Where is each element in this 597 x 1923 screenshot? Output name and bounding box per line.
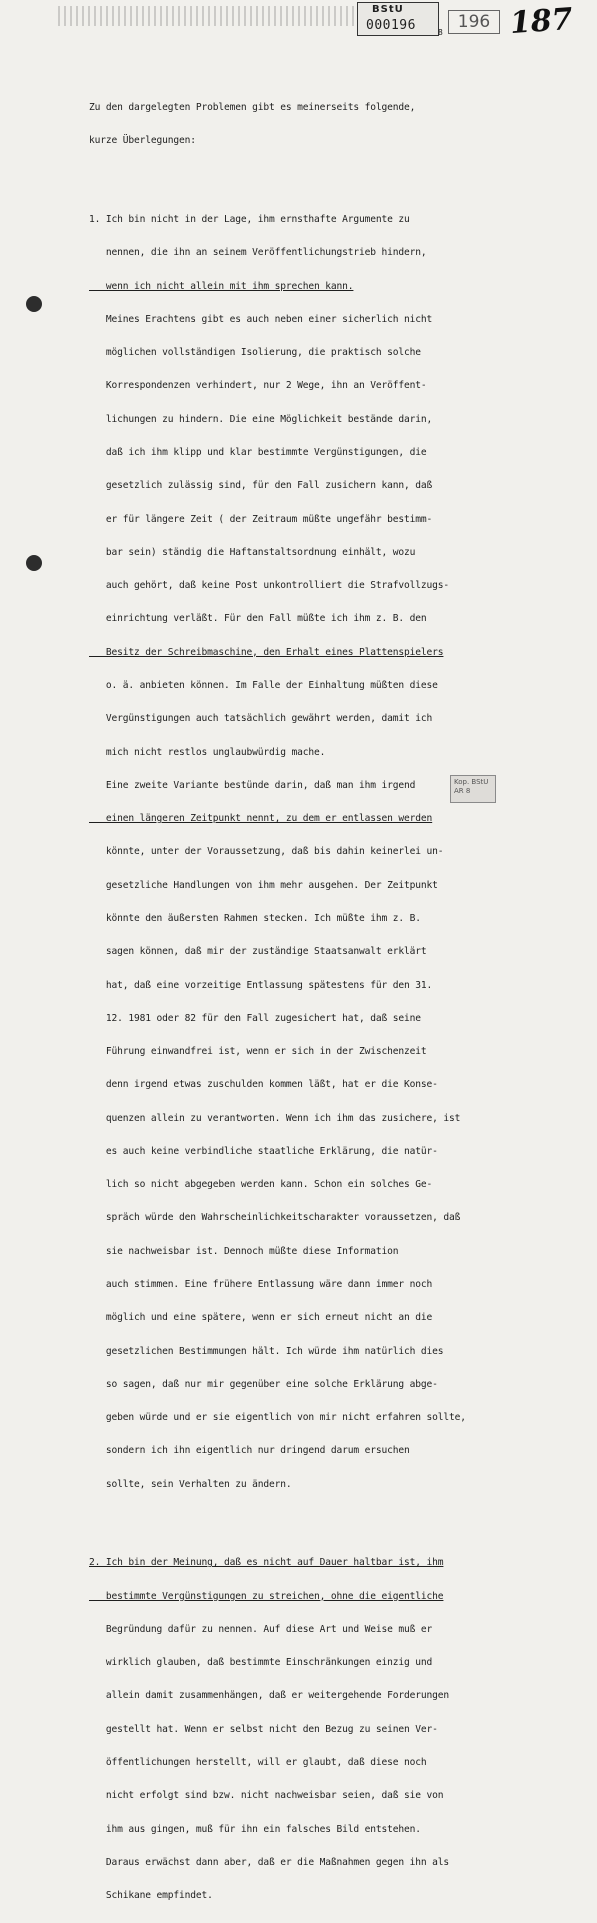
section1-line: Eine zweite Variante bestünde darin, daß man ihm irgend [89,779,416,791]
punch-hole [26,555,42,571]
section1-line: könnte, unter der Voraussetzung, daß bis dahin keinerlei un- [89,846,444,858]
punch-hole [26,296,42,312]
section1-line: auch gehört, daß keine Post unkontrolliert die Strafvollzugs- [89,580,450,592]
spacer [89,1512,529,1524]
section1-line: sagen können, daß mir der zuständige Staatsanwalt erklärt [89,946,427,958]
section1-line: Vergünstigungen auch tatsächlich gewährt werden, damit ich [89,713,433,725]
section1-line: sie nachweisbar ist. Dennoch müßte diese Information [89,1245,399,1257]
top-edge-noise [58,6,358,26]
section1-line: Meines Erachtens gibt es auch neben einer sicherlich nicht [89,313,433,325]
section1-line: gesetzlich zulässig sind, für den Fall zusichern kann, daß [89,480,433,492]
section1-line: daß ich ihm klipp und klar bestimmte Vergünstigungen, die [89,447,427,458]
section1-line: nennen, die ihn an seinem Veröffentlichungstrieb hindern, [89,247,427,259]
section1-line: o. ä. anbieten können. Im Falle der Einhaltung müßten diese [89,679,438,691]
intro-line: Zu den dargelegten Problemen gibt es meinerseits folgende, [89,102,416,114]
spacer [89,169,529,181]
section1-line: 1. Ich bin nicht in der Lage, ihm ernsthafte Argumente zu [89,214,410,226]
section1-line: einen längeren Zeitpunkt nennt, zu dem er entlassen werden [89,813,433,825]
section1-line: Besitz der Schreibmaschine, den Erhalt eines Plattenspielers [89,646,444,658]
section1-line: bar sein) ständig die Haftanstaltsordnung einhält, wozu [89,546,416,558]
section1-line: Korrespondenzen verhindert, nur 2 Wege, ihn an Veröffent- [89,380,427,392]
section1-line: gesetzliche Handlungen von ihm mehr ausgehen. Der Zeitpunkt [89,879,438,891]
section2-line: öffentlichungen herstellt, will er glaubt, daß diese noch [89,1756,427,1768]
section2-line: allein damit zusammenhängen, daß er weitergehende Forderungen [89,1690,450,1702]
section2-line: nicht erfolgt sind bzw. nicht nachweisbar seien, daß sie von [89,1790,444,1802]
section1-line: möglichen vollständigen Isolierung, die praktisch solche [89,347,421,359]
section1-line: quenzen allein zu verantworten. Wenn ich ihm das zusichere, ist [89,1112,461,1124]
section1-line: lichungen zu hindern. Die eine Möglichkeit bestände darin, [89,413,433,425]
intro-line: kurze Überlegungen: [89,135,196,147]
section1-line: er für längere Zeit ( der Zeitraum müßte ungefähr bestimm- [89,513,433,525]
section2-line: wirklich glauben, daß bestimmte Einschränkungen einzig und [89,1657,433,1669]
section1-line: es auch keine verbindliche staatliche Erklärung, die natür- [89,1145,438,1157]
section2-line: bestimmte Vergünstigungen zu streichen, ohne die eigentliche [89,1590,444,1602]
section1-line: geben würde und er sie eigentlich von mir nicht erfahren sollte, [89,1412,466,1424]
small-mark: 8 [438,28,443,37]
section1-line: lich so nicht abgegeben werden kann. Schon ein solches Ge- [89,1179,433,1191]
archive-stamp-line: AR 8 [454,787,471,795]
section1-line: spräch würde den Wahrscheinlichkeitscharakter voraussetzen, daß [89,1212,461,1224]
section1-line: mich nicht restlos unglaubwürdig mache. [89,746,326,758]
section2-line: Begründung dafür zu nennen. Auf diese Art und Weise muß er [89,1623,433,1635]
section2-line: ihm aus gingen, muß für ihn ein falsches Bild entstehen. [89,1823,421,1835]
section1-line: hat, daß eine vorzeitige Entlassung spätestens für den 31. [89,979,433,991]
handwritten-page-number: 187 [508,1,574,42]
stamp-number: 000196 [366,18,416,33]
section2-line: 2. Ich bin der Meinung, daß es nicht auf Dauer haltbar ist, ihm [89,1557,444,1569]
bstu-stamp [357,2,439,36]
section1-line: Führung einwandfrei ist, wenn er sich in der Zwischenzeit [89,1046,427,1058]
section1-line: könnte den äußersten Rahmen stecken. Ich müßte ihm z. B. [89,912,421,924]
section1-line: einrichtung verläßt. Für den Fall müßte ich ihm z. B. den [89,613,427,625]
section2-line: gestellt hat. Wenn er selbst nicht den Bezug zu seinen Ver- [89,1723,438,1735]
section1-line: so sagen, daß nur mir gegenüber eine solche Erklärung abge- [89,1378,438,1390]
section2-line: Daraus erwächst dann aber, daß er die Maßnahmen gegen ihn als [89,1856,450,1868]
stamp-label: BStU [372,4,404,15]
section1-line: denn irgend etwas zuschulden kommen läßt, hat er die Konse- [89,1079,438,1091]
archive-stamp-line: Kop. BStU [454,778,489,786]
section1-line: möglich und eine spätere, wenn er sich erneut nicht an die [89,1312,433,1324]
archive-stamp [450,775,496,803]
section1-line: gesetzlichen Bestimmungen hält. Ich würde ihm natürlich dies [89,1345,444,1357]
section1-line: auch stimmen. Eine frühere Entlassung wäre dann immer noch [89,1279,433,1291]
letter-body [89,80,529,1923]
section2-line: Schikane empfindet. [89,1890,213,1902]
section1-line: sollte, sein Verhalten zu ändern. [89,1478,292,1490]
section1-line: sondern ich ihn eigentlich nur dringend darum ersuchen [89,1445,410,1457]
section1-line: 12. 1981 oder 82 für den Fall zugesichert hat, daß seine [89,1012,421,1024]
section1-line: wenn ich nicht allein mit ihm sprechen kann. [89,280,354,292]
page-number-box: 196 [448,10,500,34]
